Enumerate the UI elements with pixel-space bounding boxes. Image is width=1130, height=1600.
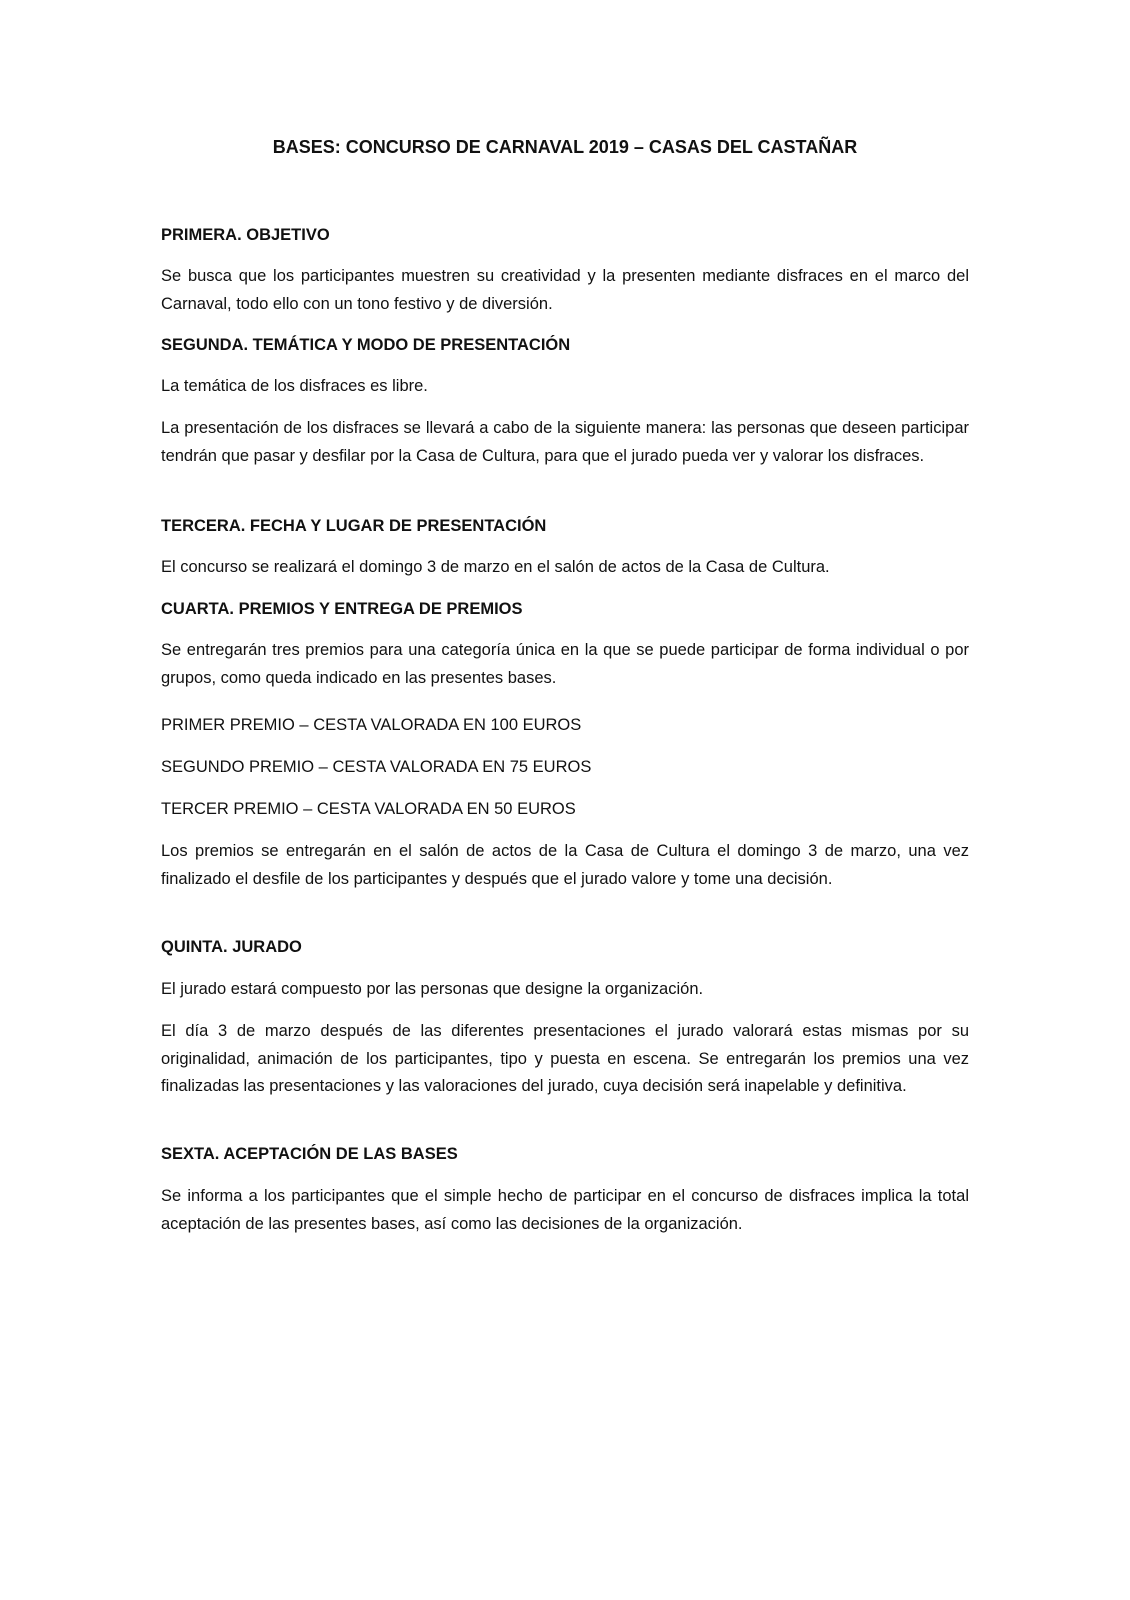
prize-item-second: SEGUNDO PREMIO – CESTA VALORADA EN 75 EUROS	[161, 758, 592, 776]
section-heading-cuarta: CUARTA. PREMIOS Y ENTREGA DE PREMIOS	[161, 600, 523, 618]
section-heading-segunda: SEGUNDA. TEMÁTICA Y MODO DE PRESENTACIÓN	[161, 336, 571, 354]
document-title: BASES: CONCURSO DE CARNAVAL 2019 – CASAS DEL CASTAÑAR	[272, 137, 858, 157]
section-heading-sexta: SEXTA. ACEPTACIÓN DE LAS BASES	[161, 1145, 458, 1163]
prize-item-first: PRIMER PREMIO – CESTA VALORADA EN 100 EUROS	[161, 716, 582, 734]
section-primera-paragraph-1: Se busca que los participantes muestren su creatividad y la presenten mediante disfraces en el marco del Carnaval, todo ello con un tono festivo y de diversión.	[161, 267, 969, 313]
section-cuarta-paragraph-2: Los premios se entregarán en el salón de actos de la Casa de Cultura el domingo 3 de marzo, una vez finalizado el desfile de los participantes y después que el jurado valore y tome una decisión.	[161, 842, 969, 888]
prize-item-third: TERCER PREMIO – CESTA VALORADA EN 50 EUROS	[161, 800, 576, 818]
section-heading-primera: PRIMERA. OBJETIVO	[161, 226, 330, 244]
section-quinta-paragraph-2: El día 3 de marzo después de las diferentes presentaciones el jurado valorará estas mismas por su originalidad, animación de los participantes, tipo y puesta en escena. Se entregarán los premios una vez finalizadas las presentaciones y las valoraciones del jurado, cuya decisión será inapelable y definitiva.	[161, 1022, 969, 1095]
section-heading-quinta: QUINTA. JURADO	[161, 938, 302, 956]
section-quinta-paragraph-1: El jurado estará compuesto por las personas que designe la organización.	[161, 980, 704, 998]
section-segunda-paragraph-2: La presentación de los disfraces se llevará a cabo de la siguiente manera: las personas que deseen participar tendrán que pasar y desfilar por la Casa de Cultura, para que el jurado pueda ver y valorar los disfraces.	[161, 419, 969, 465]
section-sexta-paragraph-1: Se informa a los participantes que el simple hecho de participar en el concurso de disfraces implica la total aceptación de las presentes bases, así como las decisiones de la organización.	[161, 1187, 969, 1233]
section-segunda-paragraph-1: La temática de los disfraces es libre.	[161, 377, 428, 395]
section-heading-tercera: TERCERA. FECHA Y LUGAR DE PRESENTACIÓN	[161, 517, 547, 535]
section-tercera-paragraph-1: El concurso se realizará el domingo 3 de marzo en el salón de actos de la Casa de Cultura.	[161, 558, 830, 576]
section-cuarta-paragraph-1: Se entregarán tres premios para una categoría única en la que se puede participar de forma individual o por grupos, como queda indicado en las presentes bases.	[161, 641, 969, 687]
